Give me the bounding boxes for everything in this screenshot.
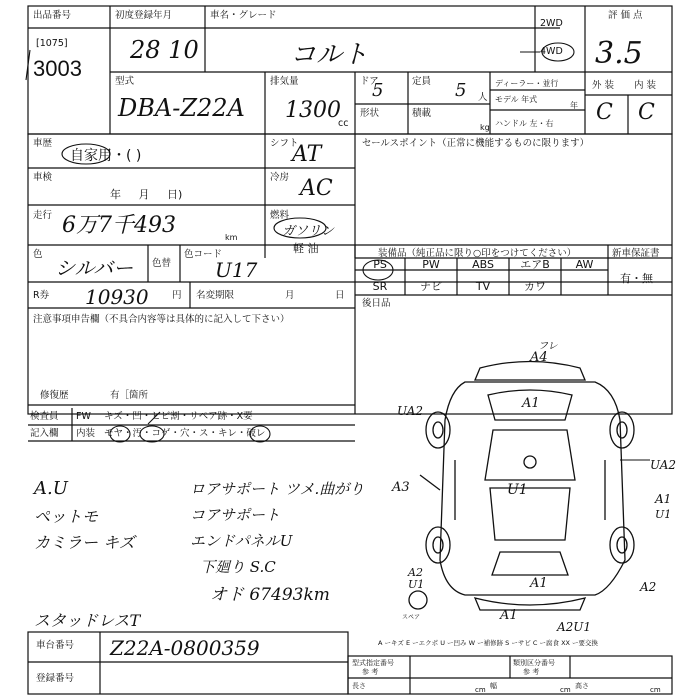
mark-u1-right: U1: [655, 508, 672, 521]
fuel-gas: ガソリン: [282, 224, 335, 239]
length-unit: cm: [475, 686, 486, 694]
color-change-label: 色替: [152, 258, 172, 269]
history-label: 車歴: [33, 138, 53, 149]
doors-value: 5: [372, 80, 384, 101]
shift-label: シフト: [270, 138, 299, 149]
note-line-1: A.U: [34, 478, 68, 499]
equipment-label: 装備品（純正品に限り○印をつけてください）: [378, 248, 577, 259]
rabbit-value: 10930: [85, 285, 149, 309]
equip-abs: ABS: [472, 258, 494, 271]
repair-label: 修復歴: [40, 390, 69, 401]
displacement-label: 排気量: [270, 76, 299, 87]
history-value: 自家用・( ): [70, 148, 142, 164]
car-name-value: コルト: [290, 40, 369, 70]
note-right-1: ロアサポート ツメ.曲がり: [190, 480, 365, 498]
interior-items-label: 内装: [76, 428, 96, 439]
equip-tv: TV: [475, 280, 491, 293]
mark-a1-rear: A1: [530, 576, 548, 591]
type-designation-label: 型式指定番号: [352, 659, 394, 667]
mark-ua2-left: UA2: [397, 404, 424, 418]
first-reg-value: 28 10: [130, 36, 199, 64]
mileage-unit: km: [225, 233, 238, 242]
shift-value: AT: [292, 142, 322, 167]
drive-4wd: 4WD: [540, 46, 563, 57]
mark-a1-right: A1: [655, 492, 672, 506]
color-code-label: 色コード: [184, 249, 223, 260]
mileage-label: 走行: [33, 210, 53, 221]
first-reg-label: 初度登録年月: [115, 10, 173, 21]
category-label: 類別区分番号: [513, 659, 555, 667]
note-line-4: スタッドレスT: [34, 611, 141, 630]
car-name-label: 車名・グレード: [210, 10, 277, 21]
inspection-label: 車検: [33, 172, 53, 183]
equip-airbag: エアB: [520, 258, 550, 271]
note-line-3: カミラー キズ: [34, 533, 135, 552]
color-code-value: U17: [215, 258, 258, 282]
height-unit: cm: [650, 686, 661, 694]
sales-point-label: セールスポイント（正常に機能するものに限ります）: [362, 138, 590, 149]
diagram-legend: A ーキズ E ーエクボ U ー凹み W ー補修跡 S ーサビ C ー腐食 XX ー要交換: [378, 639, 599, 647]
width-unit: cm: [560, 686, 571, 694]
model-year-label: モデル 年式: [495, 95, 538, 104]
note-right-4: 下廻り S.C: [200, 558, 276, 576]
mark-a3: A3: [392, 480, 410, 495]
fuel-label: 燃料: [270, 210, 290, 221]
note-right-3: エンドパネルU: [190, 532, 293, 550]
color-value: シルバー: [55, 256, 134, 280]
model-value: DBA-Z22A: [118, 94, 245, 122]
width-label: 幅: [490, 682, 497, 690]
mark-a2-rear: A2: [640, 580, 657, 594]
load-unit: kg: [480, 123, 490, 132]
inspector-label: 検査員: [30, 411, 59, 422]
lot-label: 出品番号: [33, 10, 72, 21]
displacement-value: 1300: [285, 98, 341, 123]
height-label: 高さ: [575, 682, 589, 690]
equip-navi: ナビ: [420, 280, 442, 293]
lot-code: [1075]: [36, 38, 68, 49]
day-label: 日: [335, 290, 345, 301]
notes-label: 注意事項申告欄（不具合内容等は具体的に記入して下さい）: [33, 314, 290, 325]
displacement-unit: cc: [338, 118, 349, 129]
note-right-5: オド 67493km: [210, 585, 330, 605]
repair-value: 有［箇所: [110, 390, 149, 401]
note-line-2: ペットモ: [34, 507, 99, 526]
grade-label: 評 価 点: [608, 10, 643, 21]
equip-pw: PW: [422, 258, 440, 271]
shape-label: 形状: [360, 108, 380, 119]
retrofit-label: 後日品: [362, 298, 391, 309]
interior-items: モヤ・汚・コゲ・穴・ス・キレ・破レ: [104, 428, 266, 439]
spare-label: スペア: [402, 614, 421, 621]
mark-u1-left: U1: [408, 578, 425, 591]
equip-ps: PS: [373, 258, 387, 271]
exterior-value: C: [596, 100, 613, 125]
capacity-label: 定員: [412, 76, 432, 87]
warranty-value: 有・無: [620, 272, 653, 285]
mark-ua2-right: UA2: [650, 458, 677, 472]
mileage-value: 6万7千493: [62, 213, 176, 238]
fuel-diesel: 軽 油: [293, 242, 319, 255]
mark-fure: フレ: [538, 341, 558, 352]
interior-label: 内 装: [634, 80, 657, 91]
color-label: 色: [33, 249, 43, 260]
warranty-label: 新車保証書: [612, 248, 660, 259]
mark-a4: A4: [530, 350, 548, 365]
note-right-2: コアサポート: [190, 506, 281, 524]
record-label: 記入欄: [30, 428, 59, 439]
name-change-label: 名変期限: [196, 290, 235, 301]
inspection-value: 年 月 日): [110, 188, 183, 201]
equip-sr: SR: [372, 280, 388, 293]
fw-items: キズ・凹・ヒビ割・リペア跡・X要: [104, 411, 253, 422]
length-label: 長さ: [352, 682, 366, 690]
type-designation-ref: 参 考: [362, 668, 379, 676]
ac-value: AC: [300, 176, 333, 201]
exterior-label: 外 装: [592, 80, 615, 91]
equip-leather: カワ: [524, 280, 546, 293]
category-ref: 参 考: [523, 668, 540, 676]
rabbit-label: R券: [33, 290, 50, 301]
capacity-unit: 人: [478, 92, 488, 103]
month-label: 月: [285, 290, 295, 301]
grade-value: 3.5: [595, 36, 643, 71]
mark-a2u1: A2U1: [557, 620, 592, 634]
mark-a1-roof: A1: [522, 396, 540, 411]
reg-label: 登録番号: [36, 673, 75, 684]
interior-value: C: [638, 100, 655, 125]
chassis-label: 車台番号: [36, 640, 75, 651]
model-label: 型式: [115, 76, 135, 87]
chassis-value: Z22A-0800359: [110, 636, 260, 660]
dealer-label: ディーラー・並行: [495, 79, 559, 88]
handle-label: ハンドル 左・右: [495, 119, 554, 128]
equip-aw: AW: [575, 258, 594, 271]
ac-label: 冷房: [270, 172, 290, 183]
fw-label: FW: [76, 411, 91, 422]
doors-label: ドア: [360, 76, 379, 87]
load-label: 積載: [412, 108, 432, 119]
drive-2wd: 2WD: [540, 18, 563, 29]
mark-u1-center: U1: [507, 482, 528, 498]
lot-number: 3003: [33, 56, 82, 81]
capacity-value: 5: [455, 80, 467, 101]
mark-a2-left: A2: [408, 566, 423, 579]
rabbit-unit: 円: [172, 290, 182, 301]
mark-a1-bumper: A1: [500, 608, 518, 623]
year-unit: 年: [570, 101, 578, 110]
